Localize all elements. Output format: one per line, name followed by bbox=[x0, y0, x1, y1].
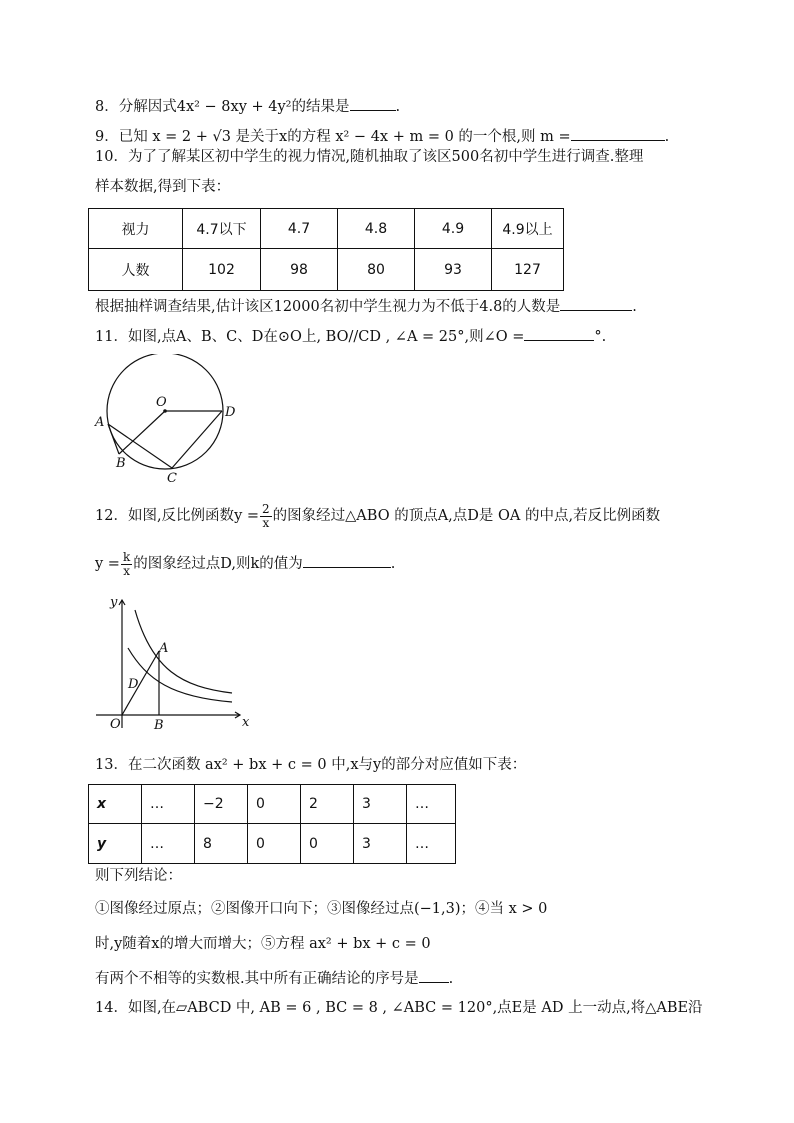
table-cell: 93 bbox=[415, 249, 492, 291]
curve-y-k-over-x bbox=[128, 648, 232, 702]
table-cell: 0 bbox=[248, 785, 301, 824]
label-a: A bbox=[95, 415, 105, 430]
q8-text: 8．分解因式4x² − 8xy + 4y²的结果是 bbox=[95, 99, 350, 115]
q10-line2: 样本数据,得到下表： bbox=[95, 179, 231, 195]
hyperbola-figure bbox=[92, 590, 252, 735]
q10-end: . bbox=[632, 299, 637, 315]
table-cell: 视力 bbox=[89, 209, 183, 249]
table-cell: 人数 bbox=[89, 249, 183, 291]
q12-p2: 的图象经过△ABO 的顶点A,点D是 OA 的中点,若反比例函数 bbox=[272, 508, 661, 524]
q9-text: 9．已知 x = 2 + √3 是关于x的方程 x² − 4x + m = 0 的一个根,则 m = bbox=[95, 129, 571, 145]
q12-p1: 12．如图,反比例函数 bbox=[95, 508, 235, 524]
q12-f1-den: x bbox=[262, 515, 270, 530]
q13-conclusions-2: 时,y随着x的增大而增大；⑤方程 ax² + bx + c = 0 bbox=[95, 936, 431, 952]
label-a: A bbox=[159, 641, 169, 656]
table-cell: 8 bbox=[195, 824, 248, 864]
table-cell: … bbox=[142, 785, 195, 824]
table-cell: 0 bbox=[248, 824, 301, 864]
table-cell: 4.9以上 bbox=[492, 209, 564, 249]
q11-text: 11．如图,点A、B、C、D在⊙O上, BO//CD , ∠A = 25°,则∠O = bbox=[95, 329, 525, 345]
q12-fraction-2 bbox=[121, 551, 132, 578]
table-cell: 127 bbox=[492, 249, 564, 291]
q12-line2 bbox=[95, 550, 395, 578]
table-cell: … bbox=[407, 785, 456, 824]
label-c: C bbox=[167, 471, 177, 486]
question-8 bbox=[95, 96, 400, 117]
question-11 bbox=[95, 326, 606, 347]
q12-answer-blank bbox=[303, 553, 391, 568]
q11-answer-blank bbox=[524, 326, 594, 341]
q12-f2-lhs: y = bbox=[95, 556, 120, 572]
q13-conclusions-3 bbox=[95, 968, 453, 989]
q12-line1 bbox=[95, 502, 660, 530]
table-cell: 4.9 bbox=[415, 209, 492, 249]
question-9 bbox=[95, 126, 669, 147]
q12-fraction-1 bbox=[260, 503, 272, 530]
q13-c4: 有两个不相等的实数根.其中所有正确结论的序号是 bbox=[95, 971, 419, 987]
q12-f2-den: x bbox=[123, 563, 130, 578]
label-d: D bbox=[128, 677, 139, 692]
label-b: B bbox=[154, 718, 164, 733]
q8-end: . bbox=[395, 99, 401, 115]
table-cell: 3 bbox=[354, 785, 407, 824]
label-y: y bbox=[110, 595, 118, 610]
q12-end: . bbox=[390, 556, 396, 572]
q11-end: °. bbox=[594, 329, 607, 345]
label-b: B bbox=[116, 456, 126, 471]
table-cell: 4.7以下 bbox=[183, 209, 261, 249]
vision-table bbox=[88, 208, 564, 291]
q10-answer-blank bbox=[560, 296, 632, 311]
curve-y-2-over-x bbox=[135, 610, 232, 693]
table-cell: y bbox=[89, 824, 142, 864]
q12-f2-num: k bbox=[122, 549, 131, 564]
value-table bbox=[88, 784, 456, 864]
q9-end: . bbox=[664, 129, 670, 145]
q10-line1: 10．为了了解某区初中学生的视力情况,随机抽取了该区500名初中学生进行调查.整理 bbox=[95, 149, 644, 165]
table-row bbox=[89, 209, 564, 249]
label-o: O bbox=[156, 395, 167, 410]
q10-after bbox=[95, 296, 637, 317]
table-cell: … bbox=[407, 824, 456, 864]
table-row bbox=[89, 249, 564, 291]
q13-answer-blank bbox=[419, 968, 449, 983]
table-row bbox=[89, 824, 456, 864]
table-cell: 3 bbox=[354, 824, 407, 864]
q8-answer-blank bbox=[350, 96, 396, 111]
q13-end: . bbox=[448, 971, 454, 987]
table-cell: 102 bbox=[183, 249, 261, 291]
table-cell: 0 bbox=[301, 824, 354, 864]
q10-after-text: 根据抽样调查结果,估计该区12000名初中学生视力为不低于4.8的人数是 bbox=[95, 299, 561, 315]
table-row bbox=[89, 785, 456, 824]
table-cell: −2 bbox=[195, 785, 248, 824]
q12-f1-lhs: y = bbox=[234, 508, 260, 524]
table-cell: … bbox=[142, 824, 195, 864]
label-x: x bbox=[242, 715, 250, 730]
question-14: 14．如图,在▱ABCD 中, AB = 6 , BC = 8 , ∠ABC = 120°,点E是 AD 上一动点,将△ABE沿 bbox=[95, 1000, 703, 1016]
table-cell: 98 bbox=[261, 249, 338, 291]
q9-answer-blank bbox=[571, 126, 665, 141]
table-cell: x bbox=[89, 785, 142, 824]
table-cell: 2 bbox=[301, 785, 354, 824]
circle-figure bbox=[90, 354, 250, 489]
q13-conclusions-intro: 则下列结论： bbox=[95, 868, 182, 884]
table-cell: 80 bbox=[338, 249, 415, 291]
q13-intro: 13．在二次函数 ax² + bx + c = 0 中,x与y的部分对应值如下表： bbox=[95, 757, 527, 773]
label-o: O bbox=[110, 717, 121, 732]
table-cell: 4.7 bbox=[261, 209, 338, 249]
table-cell: 4.8 bbox=[338, 209, 415, 249]
q12-p3: 的图象经过点D,则k的值为 bbox=[133, 556, 303, 572]
q12-f1-num: 2 bbox=[262, 501, 270, 516]
q13-conclusions-1: ①图像经过原点；②图像开口向下；③图像经过点(−1,3)；④当 x > 0 bbox=[95, 901, 548, 917]
label-d: D bbox=[225, 405, 236, 420]
